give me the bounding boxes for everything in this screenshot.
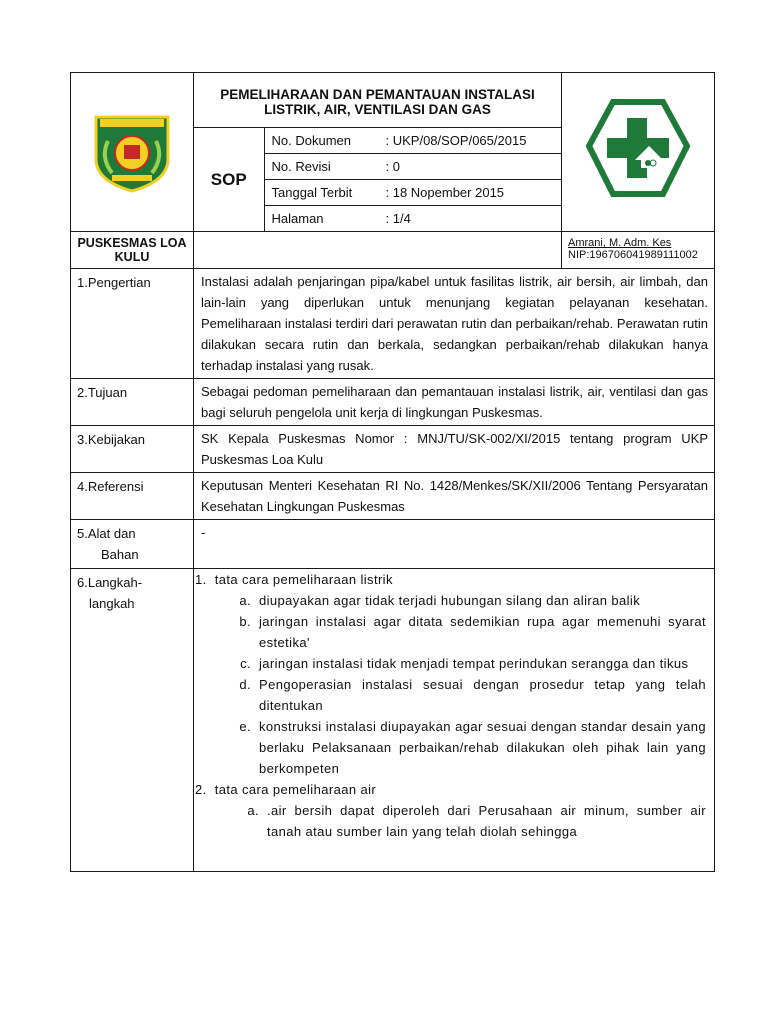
signer-cell bbox=[562, 232, 715, 269]
puskesmas-logo-icon bbox=[585, 98, 691, 202]
title-cell bbox=[194, 73, 562, 232]
org-name: PUSKESMAS LOA KULU bbox=[71, 232, 194, 269]
step-1-heading: 1. tata cara pemeliharaan listrik bbox=[195, 572, 393, 587]
section-text-tujuan: Sebagai pedoman pemeliharaan dan pemantauan instalasi listrik, air, ventilasi dan gas bagi seluruh pengelola unit kerja di lingkungan Puskesmas. bbox=[194, 379, 715, 426]
signer-nip: NIP:196706041989111002 bbox=[568, 249, 698, 261]
step-1-items bbox=[195, 590, 710, 779]
list-item: e. konstruksi instalasi diupayakan agar sesuai dengan standar desain yang berlaku Pelaksanaan perbaikan/rehab dilakukan oleh pihak lain yang berkompeten bbox=[239, 719, 706, 776]
meta-row-document-number: No. Dokumen : UKP/08/SOP/065/2015 bbox=[265, 128, 562, 154]
section-text-pengertian: Instalasi adalah penjaringan pipa/kabel untuk fasilitas listrik, air bersih, air limbah, dan lain-lain yang diperlukan untuk menunjang kegiatan pelayanan kesehatan. Pemeliharaan instalasi terdiri dari perawatan rutin dan perbaikan/rehab. Perawatan rutin dilakukan secara rutin dan berkala, sedangkan perbaikan/rehab dilakukan hanya terhadap instalasi yang rusak. bbox=[194, 269, 715, 379]
section-steps bbox=[194, 569, 715, 872]
step-2-items bbox=[195, 800, 710, 842]
sop-table bbox=[70, 72, 715, 872]
section-label-alat: 5.Alat dan Bahan bbox=[71, 520, 194, 569]
section-text-referensi: Keputusan Menteri Kesehatan RI No. 1428/Menkes/SK/XII/2006 Tentang Persyaratan Kesehatan Lingkungan Puskesmas bbox=[194, 473, 715, 520]
list-item: d. Pengoperasian instalasi sesuai dengan prosedur tetap yang telah ditentukan bbox=[239, 677, 706, 713]
section-label-kebijakan: 3.Kebijakan bbox=[71, 426, 194, 473]
meta-row-revision: No. Revisi : 0 bbox=[265, 154, 562, 180]
steps-list bbox=[195, 569, 710, 842]
document-meta bbox=[264, 128, 561, 232]
puskesmas-logo-cell bbox=[562, 73, 715, 232]
section-text-kebijakan: SK Kepala Puskesmas Nomor : MNJ/TU/SK-002/XI/2015 tentang program UKP Puskesmas Loa Kulu bbox=[194, 426, 715, 473]
meta-row-issue-date: Tanggal Terbit : 18 Nopember 2015 bbox=[265, 180, 562, 206]
signature-space bbox=[194, 232, 562, 269]
section-text-alat: - bbox=[194, 520, 715, 569]
sop-label: SOP bbox=[194, 128, 264, 232]
document-title: PEMELIHARAAN DAN PEMANTAUAN INSTALASI LISTRIK, AIR, VENTILASI DAN GAS bbox=[220, 87, 535, 117]
list-item: a. .air bersih dapat diperoleh dari Perusahaan air minum, sumber air tanah atau sumber lain yang telah diolah sehingga bbox=[247, 803, 706, 839]
meta-row-page: Halaman : 1/4 bbox=[271, 211, 411, 226]
list-item: c. jaringan instalasi tidak menjadi tempat perindukan serangga dan tikus bbox=[240, 656, 689, 671]
section-label-referensi: 4.Referensi bbox=[71, 473, 194, 520]
list-item: a. diupayakan agar tidak terjadi hubungan silang dan aliran balik bbox=[239, 593, 641, 608]
list-item: b. jaringan instalasi agar ditata sedemikian rupa agar memenuhi syarat estetika' bbox=[239, 614, 706, 650]
section-label-tujuan: 2.Tujuan bbox=[71, 379, 194, 426]
section-label-langkah: 6.Langkah- langkah bbox=[71, 569, 194, 872]
section-label-pengertian: 1.Pengertian bbox=[71, 269, 194, 379]
step-2-heading: 2. tata cara pemeliharaan air bbox=[195, 782, 377, 797]
signer-name: Amrani, M. Adm. Kes bbox=[568, 237, 672, 249]
regency-emblem-icon bbox=[90, 107, 174, 193]
regency-logo-cell bbox=[71, 73, 194, 232]
